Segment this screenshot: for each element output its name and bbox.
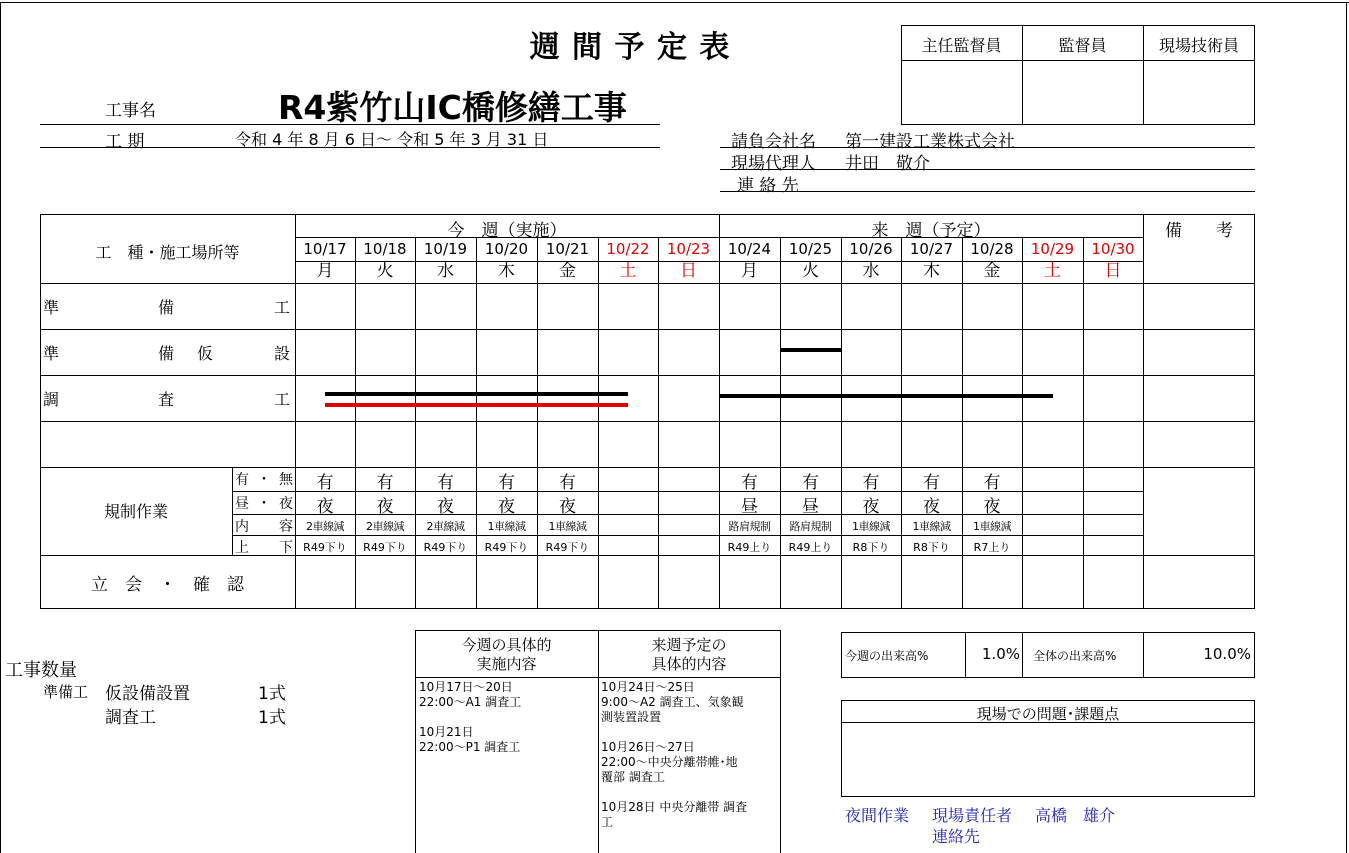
regulation-cell: 2車線減 [426,520,465,533]
grid-line [40,555,1255,556]
schedule-bar [325,403,628,407]
date-cell: 10/17 [303,240,347,258]
regulation-cell: 有 [983,473,1001,493]
grid-line [40,421,1255,422]
quantities-title: 工事数量 [5,660,77,681]
project-name-label: 工事名 [105,101,156,121]
this-week-progress-value: 1.0% [981,645,1020,663]
date-cell: 10/29 [1030,240,1075,258]
regulation-cell: 有 [923,473,940,493]
regulation-cell: 夜 [983,497,1001,517]
weekday-cell: 木 [923,261,940,281]
next-week-details-header: 来週予定の 具体的内容 [651,636,727,673]
date-cell: 10/25 [788,240,833,258]
regulation-cell: R49上り [788,541,833,554]
grid-line [598,237,599,609]
company-label: 請負会社名 [731,132,816,152]
weekday-cell: 金 [559,261,576,281]
regulation-cell: 1車線減 [852,520,890,533]
project-period-label: 工 期 [105,132,145,152]
regulation-cell: R49上り [727,541,772,554]
schedule-bar [325,392,628,396]
regulation-cell: 有 [559,473,576,493]
site-manager-label: 現場責任者 [932,806,1013,825]
regulation-cell: 夜 [559,497,576,517]
date-cell: 10/21 [545,240,590,258]
date-cell: 10/18 [363,240,407,258]
date-cell: 10/20 [484,240,529,258]
quantity-category: 準備工 [43,683,89,701]
work-row-label: 工 [274,298,291,317]
regulation-cell: 有 [437,473,454,493]
approval-supervisor: 監督員 [1058,36,1107,55]
weekday-cell: 月 [316,261,334,281]
work-row-label: 備 [158,298,175,317]
weekday-cell: 水 [862,261,880,281]
grid-line [40,467,1255,468]
issues-label: 現場での問題･課題点 [976,705,1120,723]
this-week-details-header: 今週の具体的 実施内容 [461,636,552,673]
regulation-cell: 1車線減 [973,520,1011,533]
regulation-cell: 1車線減 [487,520,526,533]
regulation-cell: 昼 [741,497,758,517]
work-row-label: 設 [274,344,291,363]
regulation-sub-label: 内 容 [235,519,293,535]
next-week-header: 来 週（予定） [871,221,991,241]
date-cell: 10/19 [423,240,468,258]
date-cell: 10/23 [666,240,711,258]
work-type-header: 工 種・施工場所等 [95,243,240,262]
date-cell: 10/26 [849,240,893,258]
next-week-details-text: 10月24日～25日 9:00～A2 調査工、気象観 測装置設置 10月26日～27日 22:00～中央分離帯帷･地 覆部 調査工 10月28日 中央分離帯 調査 工 [601,680,748,829]
project-period: 令和 4 年 8 月 6 日～ 令和 5 年 3 月 31 日 [235,130,549,149]
witness-label: 立 会 ・ 確 認 [91,575,244,595]
regulation-cell: 夜 [498,497,515,517]
contact-label: 連 絡 先 [737,176,799,196]
date-cell: 10/30 [1091,240,1135,258]
work-row-label: 査 [158,390,175,409]
grid-line [232,467,233,555]
this-week-progress-label: 今週の出来高% [845,649,929,663]
this-week-header: 今 週（実施） [447,221,567,241]
approval-chief-supervisor: 主任監督員 [921,36,1002,55]
company-name: 第一建設工業株式会社 [845,132,1015,152]
total-progress-label: 全体の出来高% [1033,649,1117,663]
regulation-cell: 夜 [376,497,394,517]
regulation-cell: 有 [862,473,880,493]
grid-line [1143,214,1144,609]
grid-line [1083,237,1084,609]
weekday-cell: 日 [1104,261,1122,281]
work-row-label: 準 [43,298,60,317]
weekday-cell: 火 [802,261,819,281]
date-cell: 10/27 [909,240,954,258]
regulation-cell: 2車線減 [366,520,404,533]
this-week-details-text: 10月17日～20日 22:00～A1 調査工 10月21日 22:00～P1 調査工 [419,680,522,754]
work-row-label: 工 [274,390,291,409]
regulation-cell: R49下り [363,541,407,554]
quantity-item-qty: 1式 [258,684,286,704]
regulation-sub-label: 昼・夜 [235,496,293,512]
regulation-cell: R49下り [484,541,529,554]
weekday-cell: 土 [619,261,637,281]
regulation-cell: 夜 [316,497,334,517]
grid-line [40,329,1255,330]
site-manager-name: 高橋 雄介 [1035,806,1116,825]
regulation-cell: 有 [376,473,394,493]
grid-line [1022,237,1023,609]
weekday-cell: 日 [680,261,697,281]
grid-line [658,237,659,609]
regulation-cell: R8下り [913,541,950,554]
regulation-cell: 有 [498,473,515,493]
quantity-item-name: 仮設備設置 [105,684,190,704]
regulation-cell: 夜 [862,497,880,517]
approval-site-engineer: 現場技術員 [1158,36,1239,55]
total-progress-value: 10.0% [1203,645,1251,663]
project-name: R4紫竹山IC橋修繕工事 [278,88,627,127]
weekday-cell: 月 [741,261,758,281]
regulation-cell: 有 [741,473,758,493]
date-cell: 10/22 [606,240,650,258]
regulation-cell: R49下り [303,541,347,554]
regulation-cell: 夜 [923,497,940,517]
work-row-label: 仮 [197,344,214,363]
night-contact-label: 連絡先 [932,827,981,846]
work-row-label: 調 [43,390,60,409]
regulation-cell: 有 [802,473,819,493]
weekday-cell: 金 [983,261,1001,281]
site-agent-name: 井田 敬介 [845,154,930,174]
night-work-label: 夜間作業 [845,806,910,825]
regulation-cell: 2車線減 [306,520,344,533]
page-title: 週 間 予 定 表 [529,30,731,65]
regulation-cell: 路肩規制 [728,520,771,533]
regulation-cell: R8下り [852,541,890,554]
grid-line [40,375,1255,376]
regulation-cell: 昼 [802,497,819,517]
date-cell: 10/24 [727,240,772,258]
grid-line [232,535,1143,536]
regulation-cell: 有 [316,473,334,493]
work-row-label: 準 [43,344,60,363]
quantity-item-qty: 1式 [258,708,286,728]
regulation-sub-label: 有・無 [235,472,293,488]
regulation-cell: R49下り [545,541,590,554]
regulation-sub-label: 上 下 [235,540,293,556]
regulation-cell: R7上り [973,541,1011,554]
quantity-item-name: 調査工 [105,708,156,728]
regulation-cell: 1車線減 [548,520,587,533]
site-agent-label: 現場代理人 [731,154,816,174]
regulation-label: 規制作業 [103,502,168,521]
regulation-cell: 夜 [437,497,454,517]
date-cell: 10/28 [970,240,1014,258]
remarks-header: 備 考 [1165,221,1233,241]
grid-line [40,283,1255,284]
schedule-bar [780,348,841,352]
schedule-bar [719,394,1053,398]
weekday-cell: 木 [498,261,515,281]
weekday-cell: 火 [376,261,394,281]
regulation-cell: R49下り [423,541,468,554]
regulation-cell: 1車線減 [912,520,951,533]
weekday-cell: 水 [437,261,454,281]
weekday-cell: 土 [1044,261,1061,281]
work-row-label: 備 [158,344,175,363]
regulation-cell: 路肩規制 [789,520,832,533]
